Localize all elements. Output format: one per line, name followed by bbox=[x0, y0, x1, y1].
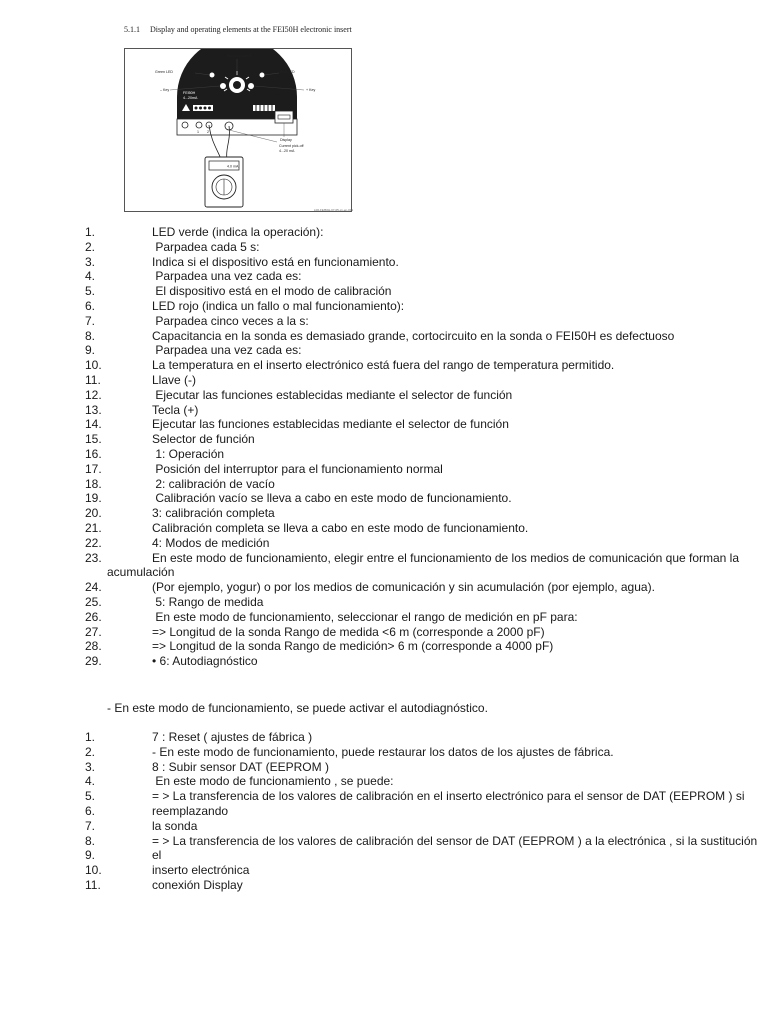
list-item-text: 3: calibración completa bbox=[152, 506, 275, 521]
list-item-text: LED verde (indica la operación): bbox=[152, 225, 324, 239]
list-item bbox=[0, 863, 768, 878]
model-sub-label: 4...20mA bbox=[183, 96, 198, 100]
list-item-number: 4. bbox=[85, 774, 96, 789]
list-item bbox=[0, 358, 768, 373]
list-item bbox=[0, 848, 768, 863]
terminal-2-label: 2 bbox=[207, 130, 209, 134]
list-item bbox=[0, 343, 768, 358]
list-item bbox=[0, 536, 768, 551]
list-item-number: 12. bbox=[85, 387, 102, 402]
list-item bbox=[0, 745, 768, 760]
list-item-text: inserto electrónica bbox=[152, 863, 250, 878]
list-item-text: 7 : Reset ( ajustes de fábrica ) bbox=[152, 730, 313, 744]
list-item-text: reemplazando bbox=[152, 803, 229, 818]
list-item-text: - En este modo de funcionamiento, puede restaurar los datos de los ajustes de fábrica. bbox=[152, 744, 614, 759]
list-item-text: Parpadea una vez cada es: bbox=[152, 343, 302, 358]
list-item bbox=[0, 595, 768, 610]
list-item-text: 2: calibración de vacío bbox=[152, 476, 275, 491]
list-item bbox=[0, 506, 768, 521]
list-item-number: 26. bbox=[85, 609, 102, 624]
function-switch-label: Function switch bbox=[227, 54, 252, 58]
dip-switch-block-left bbox=[193, 105, 213, 111]
list-item-number: 22. bbox=[85, 535, 102, 550]
section-number: 5.1.1 bbox=[124, 25, 140, 34]
list-item-number: 10. bbox=[85, 358, 102, 373]
terminal-1-label: 1 bbox=[197, 130, 199, 134]
list-item-number: 6. bbox=[85, 803, 96, 818]
settings-list bbox=[0, 730, 768, 893]
list-item-text: Parpadea cinco veces a la s: bbox=[152, 313, 309, 328]
list-item-text: => Longitud de la sonda Rango de medida <6 m (corresponde a 2000 pF) bbox=[152, 624, 545, 639]
list-item-number: 8. bbox=[85, 833, 96, 848]
list-item-text: En este modo de funcionamiento, seleccionar el rango de medición en pF para: bbox=[152, 609, 578, 624]
list-item bbox=[0, 284, 768, 299]
section-heading bbox=[124, 25, 352, 34]
list-item-text: • 6: Autodiagnóstico bbox=[152, 654, 258, 669]
list-item bbox=[0, 240, 768, 255]
list-item bbox=[0, 551, 768, 581]
list-item bbox=[0, 269, 768, 284]
list-item bbox=[0, 373, 768, 388]
list-item-number: 7. bbox=[85, 818, 96, 833]
list-item-number: 16. bbox=[85, 446, 102, 461]
list-item-number: 29. bbox=[85, 654, 102, 669]
list-item bbox=[0, 299, 768, 314]
list-item bbox=[0, 255, 768, 270]
list-item bbox=[0, 225, 768, 240]
list-item bbox=[0, 819, 768, 834]
list-item-number: 13. bbox=[85, 402, 102, 417]
function-list bbox=[0, 225, 768, 669]
list-item bbox=[0, 329, 768, 344]
plus-key-label: + Key bbox=[306, 88, 316, 92]
list-item-text: Parpadea cada 5 s: bbox=[152, 239, 260, 254]
list-item bbox=[0, 403, 768, 418]
list-item-number: 8. bbox=[85, 328, 96, 343]
list-item bbox=[0, 580, 768, 595]
red-led-label: Red LED bbox=[280, 70, 295, 74]
list-item bbox=[0, 314, 768, 329]
minus-key-label: – Key bbox=[160, 88, 170, 92]
list-item-number: 21. bbox=[85, 520, 102, 535]
list-item-number: 2. bbox=[85, 239, 96, 254]
list-item-text: Selector de función bbox=[152, 432, 255, 447]
insert-diagram-drawing bbox=[125, 49, 354, 212]
list-item-number: 14. bbox=[85, 417, 102, 432]
list-item-text: Ejecutar las funciones establecidas mediante el selector de función bbox=[152, 387, 513, 402]
list-item-number: 1. bbox=[85, 730, 96, 744]
list-item-text: El dispositivo está en el modo de calibración bbox=[152, 284, 392, 299]
list-item-number: 5. bbox=[85, 789, 96, 804]
list-item-number: 27. bbox=[85, 624, 102, 639]
list-item-number: 10. bbox=[85, 863, 102, 878]
insert-diagram bbox=[124, 48, 352, 212]
list-item-text: Tecla (+) bbox=[152, 402, 199, 417]
list-item-text: LED rojo (indica un fallo o mal funcionamiento): bbox=[152, 298, 405, 313]
figure-code: L00-FEI50H-07-05-xx-en-001 bbox=[314, 208, 354, 212]
list-item-number: 9. bbox=[85, 848, 96, 863]
list-item-text: la sonda bbox=[152, 818, 198, 833]
section-title: Display and operating elements at the FEI50H electronic insert bbox=[150, 25, 352, 34]
list-item bbox=[0, 774, 768, 789]
list-item-text: Posición del interruptor para el funcionamiento normal bbox=[152, 461, 443, 476]
list-item bbox=[0, 639, 768, 654]
list-item-text: Parpadea una vez cada es: bbox=[152, 269, 302, 284]
list-item-number: 24. bbox=[85, 580, 102, 595]
list-item bbox=[0, 789, 768, 804]
list-item bbox=[0, 477, 768, 492]
dip-switch-block-right bbox=[253, 105, 275, 111]
red-led-icon bbox=[260, 73, 265, 78]
list-item-text: 8 : Subir sensor DAT (EEPROM ) bbox=[152, 759, 329, 774]
list-item-number: 28. bbox=[85, 639, 102, 654]
list-item bbox=[0, 388, 768, 403]
list-item bbox=[0, 878, 768, 893]
list-item-text: el bbox=[152, 848, 162, 863]
minus-key-icon bbox=[220, 83, 226, 89]
list-item-text: conexión Display bbox=[152, 877, 243, 892]
list-item bbox=[0, 760, 768, 775]
list-item-number: 5. bbox=[85, 284, 96, 299]
list-item-number: 20. bbox=[85, 506, 102, 521]
list-item-text: = > La transferencia de los valores de calibración del sensor de DAT (EEPROM ) a la electrónica , si la sustitución bbox=[152, 833, 758, 848]
list-item-number: 11. bbox=[85, 372, 101, 387]
list-item-text: Ejecutar las funciones establecidas mediante el selector de función bbox=[152, 417, 509, 432]
list-item-number: 25. bbox=[85, 594, 102, 609]
list-item-number: 15. bbox=[85, 432, 102, 447]
list-item bbox=[0, 804, 768, 819]
list-item-number: 4. bbox=[85, 269, 96, 284]
list-item-number: 3. bbox=[85, 254, 96, 269]
self-diagnosis-note: - En este modo de funcionamiento, se puede activar el autodiagnóstico. bbox=[107, 701, 488, 715]
list-item-number: 2. bbox=[85, 744, 96, 759]
list-item bbox=[0, 730, 768, 745]
list-item-text: Capacitancia en la sonda es demasiado grande, cortocircuito en la sonda o FEI50H es defectuoso bbox=[152, 328, 675, 343]
list-item-number: 18. bbox=[85, 476, 102, 491]
list-item-text: En este modo de funcionamiento , se puede: bbox=[152, 774, 394, 789]
list-item bbox=[0, 432, 768, 447]
meter-value-label: 4.0 mA bbox=[227, 164, 239, 169]
list-item bbox=[0, 654, 768, 669]
list-item-text: En este modo de funcionamiento, elegir entre el funcionamiento de los medios de comunicación que forman la acumulación bbox=[107, 550, 743, 580]
list-item-number: 23. bbox=[85, 550, 102, 565]
green-led-label: Green LED bbox=[155, 70, 173, 74]
list-item-number: 1. bbox=[85, 225, 96, 239]
list-item-text: Calibración completa se lleva a cabo en este modo de funcionamiento. bbox=[152, 520, 529, 535]
list-item-text: 5: Rango de medida bbox=[152, 594, 264, 609]
green-led-icon bbox=[210, 73, 215, 78]
list-item-number: 3. bbox=[85, 759, 96, 774]
list-item bbox=[0, 610, 768, 625]
list-item-number: 11. bbox=[85, 877, 101, 892]
list-item-text: 1: Operación bbox=[152, 446, 225, 461]
list-item-text: (Por ejemplo, yogur) o por los medios de comunicación y sin acumulación (por ejemplo, agua). bbox=[152, 580, 655, 595]
list-item bbox=[0, 447, 768, 462]
list-item-text: = > La transferencia de los valores de calibración en el inserto electrónico para el sensor de DAT (EEPROM ) si bbox=[152, 789, 745, 804]
list-item bbox=[0, 834, 768, 849]
model-label: FEI50H bbox=[183, 91, 196, 95]
list-item-number: 7. bbox=[85, 313, 96, 328]
list-item bbox=[0, 417, 768, 432]
list-item-number: 19. bbox=[85, 491, 102, 506]
list-item-text: Indica si el dispositivo está en funcionamiento. bbox=[152, 254, 399, 269]
list-item-text: 4: Modos de medición bbox=[152, 535, 270, 550]
list-item bbox=[0, 521, 768, 536]
list-item-text: Llave (-) bbox=[152, 372, 197, 387]
current-range-label: 4...20 mA bbox=[279, 149, 295, 153]
list-item-number: 6. bbox=[85, 298, 96, 313]
list-item-number: 17. bbox=[85, 461, 102, 476]
list-item-text: La temperatura en el inserto electrónico está fuera del rango de temperatura permitido. bbox=[152, 358, 615, 373]
list-item bbox=[0, 462, 768, 477]
list-item bbox=[0, 491, 768, 506]
display-label: Display bbox=[280, 138, 292, 142]
list-item bbox=[0, 625, 768, 640]
list-item-number: 9. bbox=[85, 343, 96, 358]
list-item-text: Calibración vacío se lleva a cabo en este modo de funcionamiento. bbox=[152, 491, 512, 506]
plus-key-icon bbox=[248, 83, 254, 89]
current-pickoff-label: Current pick-off bbox=[279, 144, 304, 148]
list-item-text: => Longitud de la sonda Rango de medición> 6 m (corresponde a 4000 pF) bbox=[152, 639, 554, 654]
